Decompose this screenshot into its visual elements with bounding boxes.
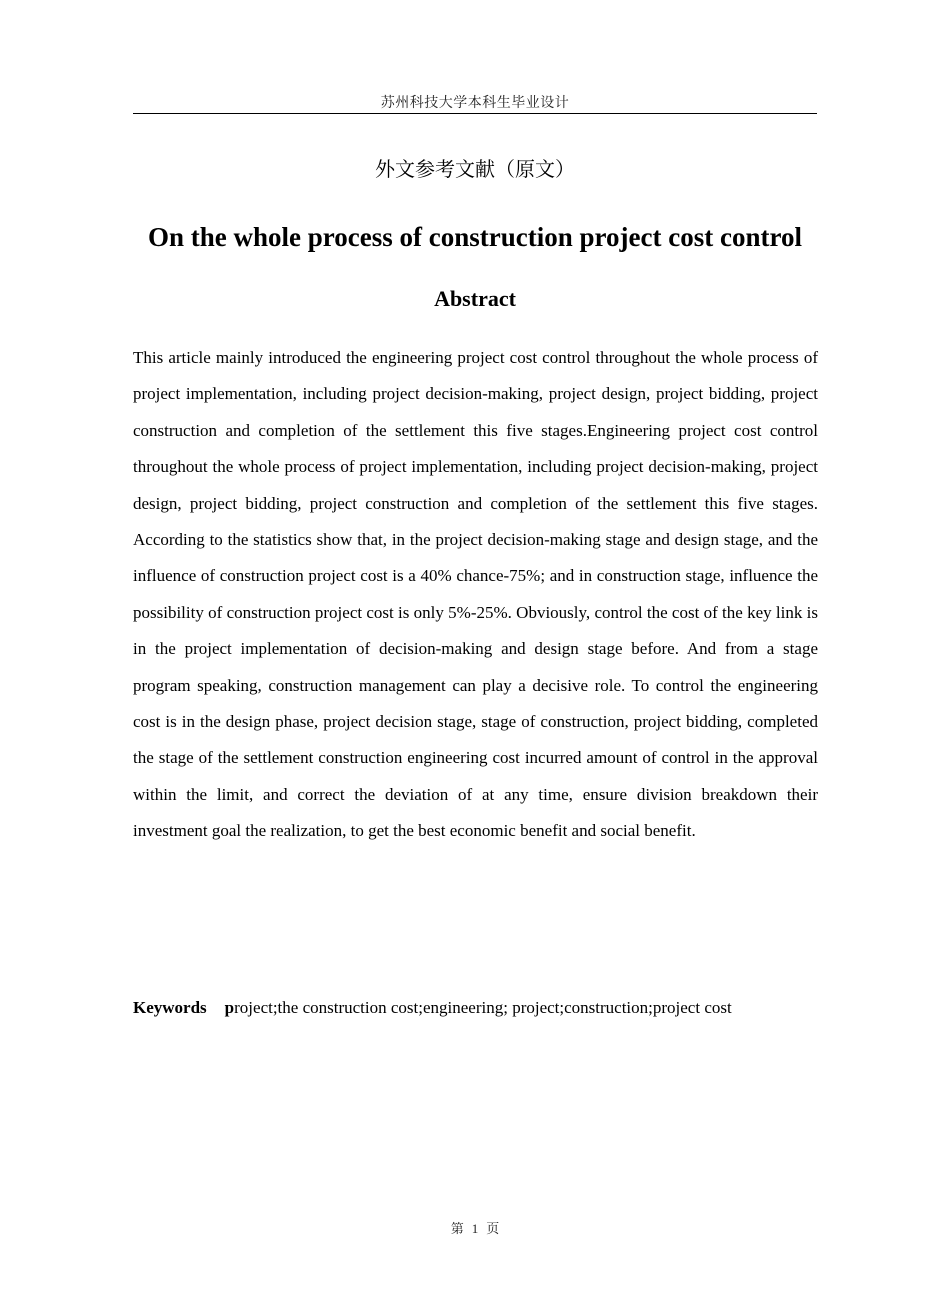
section-label: 外文参考文献（原文）: [375, 157, 575, 181]
document-title: On the whole process of construction project cost control: [148, 222, 802, 252]
keywords-list: roject;the construction cost;engineering; project;construction;project cost: [234, 998, 732, 1017]
page-number: 1: [471, 1221, 479, 1236]
header-divider: [133, 113, 817, 114]
abstract-body: This article mainly introduced the engineering project cost control throughout the whole process of project implementation, including project decision-making, project design, project bidding, project construction and completion of the settlement this five stages.Engineering project cost control throughout the whole process of project implementation, including project decision-making, project design, project bidding, project construction and completion of the settlement this five stages. According to the statistics show that, in the project decision-making stage and design stage, and the influence of construction project cost is a 40% chance-75%; and in construction stage, influence the possibility of construction project cost is only 5%-25%. Obviously, control the cost of the key link is in the project implementation of decision-making and design stage before. And from a stage program speaking, construction management can play a decisive role. To control the engineering cost is in the design phase, project decision stage, stage of construction, project bidding, completed the stage of the settlement construction engineering cost incurred amount of control in the approval within the limit, and correct the deviation of at any time, ensure division breakdown their investment goal the realization, to get the best economic benefit and social benefit.: [133, 348, 818, 841]
page-number-footer: [133, 1218, 817, 1237]
running-header: 苏州科技大学本科生毕业设计: [380, 96, 570, 111]
keywords-label: Keywords: [133, 998, 207, 1017]
page-prefix: 第: [450, 1221, 464, 1236]
keywords-first-letter: p: [224, 998, 235, 1017]
page-suffix: 页: [486, 1221, 500, 1236]
abstract-heading: Abstract: [434, 286, 516, 311]
keywords-line: [133, 998, 823, 1018]
